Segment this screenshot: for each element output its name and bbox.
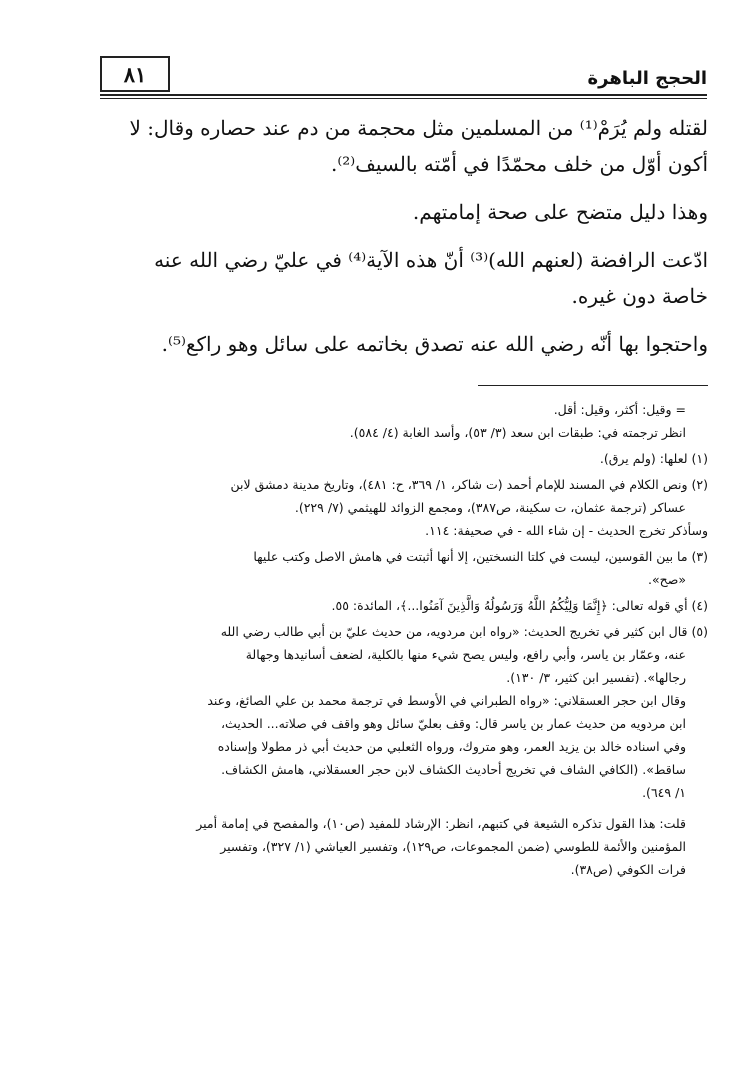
running-title: الحجج الباهرة bbox=[587, 68, 707, 89]
footnote-line: وقال ابن حجر العسقلاني: «رواه الطبراني في الأوسط في ترجمة محمد بن علي الصائغ، وعند bbox=[207, 693, 686, 708]
footnote-line: ابن مردويه من حديث عمار بن ياسر قال: وقف بعليّ سائل وهو واقف في صلاته... الحديث، bbox=[221, 716, 686, 731]
footnote-line: «صح». bbox=[648, 572, 686, 587]
main-line: أكون أوّل من خلف محمّدًا في أمّته بالسيف⁽²⁾. bbox=[330, 152, 708, 176]
main-text bbox=[100, 110, 708, 362]
footnote-line: ساقط». (الكافي الشاف في تخريج أحاديث الكشاف لابن حجر العسقلاني، هامش الكشاف. bbox=[221, 762, 686, 777]
footnote-2: (٢) ونص الكلام في المسند للإمام أحمد (ت شاكر، ١/ ٣٦٩، ح: ٤٨١)، وتاريخ مدينة دمشق لابن bbox=[230, 477, 708, 492]
main-line: لقتله ولم يُرَمْ⁽¹⁾ من المسلمين مثل محجمة من دم عند حصاره وقال: لا bbox=[129, 116, 708, 140]
footnote-line: فرات الكوفي (ص٣٨). bbox=[570, 862, 686, 877]
footnote-line: رجالها». (تفسير ابن كثير، ٣/ ١٣٠). bbox=[506, 670, 686, 685]
footnote-3: (٣) ما بين القوسين، ليست في كلتا النسختين، إلا أنها أثبتت في هامش الاصل وكتب عليها bbox=[253, 549, 708, 564]
footnote-separator bbox=[478, 385, 708, 386]
footnote-line: عساكر (ترجمة عثمان، ت سكينة، ص٣٨٧)، ومجمع الزوائد للهيثمي (٧/ ٢٢٩). bbox=[294, 500, 686, 515]
footnote-5: (٥) قال ابن كثير في تخريج الحديث: «رواه ابن مردويه، من حديث عليّ بن أبي طالب رضي الله bbox=[220, 624, 708, 639]
footnote-line: المؤمنين والأئمة للطوسي (ضمن المجموعات، ص١٢٩)، وتفسير العياشي (١/ ٣٢٧)، وتفسير bbox=[220, 839, 686, 854]
header-rule-thin bbox=[100, 98, 707, 99]
main-line: خاصة دون غيره. bbox=[571, 284, 708, 308]
page-number-box bbox=[100, 56, 170, 92]
footnotes bbox=[96, 398, 708, 881]
footnote-line: ١/ ٦٤٩). bbox=[642, 785, 686, 800]
main-line: ادّعت الرافضة (لعنهم الله)⁽³⁾ أنّ هذه الآية⁽⁴⁾ في عليّ رضي الله عنه bbox=[154, 248, 708, 272]
main-paragraph: وهذا دليل متضح على صحة إمامتهم. bbox=[412, 200, 708, 224]
header-rule bbox=[100, 94, 707, 96]
footnote-line: قلت: هذا القول تذكره الشيعة في كتبهم، انظر: الإرشاد للمفيد (ص١٠)، والمفصح في إمامة أمير bbox=[196, 816, 686, 831]
footnote-line: عنه، وعمّار بن ياسر، وأبي رافع، وليس يصح شيء منها بالكلية، لضعف أسانيدها وجهالة bbox=[245, 647, 686, 662]
footnote-line: انظر ترجمته في: طبقات ابن سعد (٣/ ٥٣)، وأسد الغابة (٤/ ٥٨٤). bbox=[349, 425, 686, 440]
footnote-line: = وقيل: أكثر، وقيل: أقل. bbox=[553, 402, 686, 417]
footnote-line: وفي اسناده خالد بن يزيد العمر، وهو متروك، ورواه الثعلبي من حديث أبي ذر مطولا وإسناده bbox=[217, 739, 686, 754]
main-paragraph: واحتجوا بها أنّه رضي الله عنه تصدق بخاتمه على سائل وهو راكع⁽⁵⁾. bbox=[161, 332, 708, 356]
footnote-line: وسأذكر تخرج الحديث - إن شاء الله - في صحيفة: ١١٤. bbox=[425, 523, 708, 538]
page-number: ٨١ bbox=[123, 61, 147, 87]
footnote-4: (٤) أي قوله تعالى: ﴿إِنَّمَا وَلِيُّكُمُ اللَّهُ وَرَسُولُهُ وَالَّذِينَ آمَنُوا...﴾، المائدة: ٥٥. bbox=[331, 598, 708, 613]
footnote-1: (١) لعلها: (ولم يرق). bbox=[599, 451, 708, 466]
